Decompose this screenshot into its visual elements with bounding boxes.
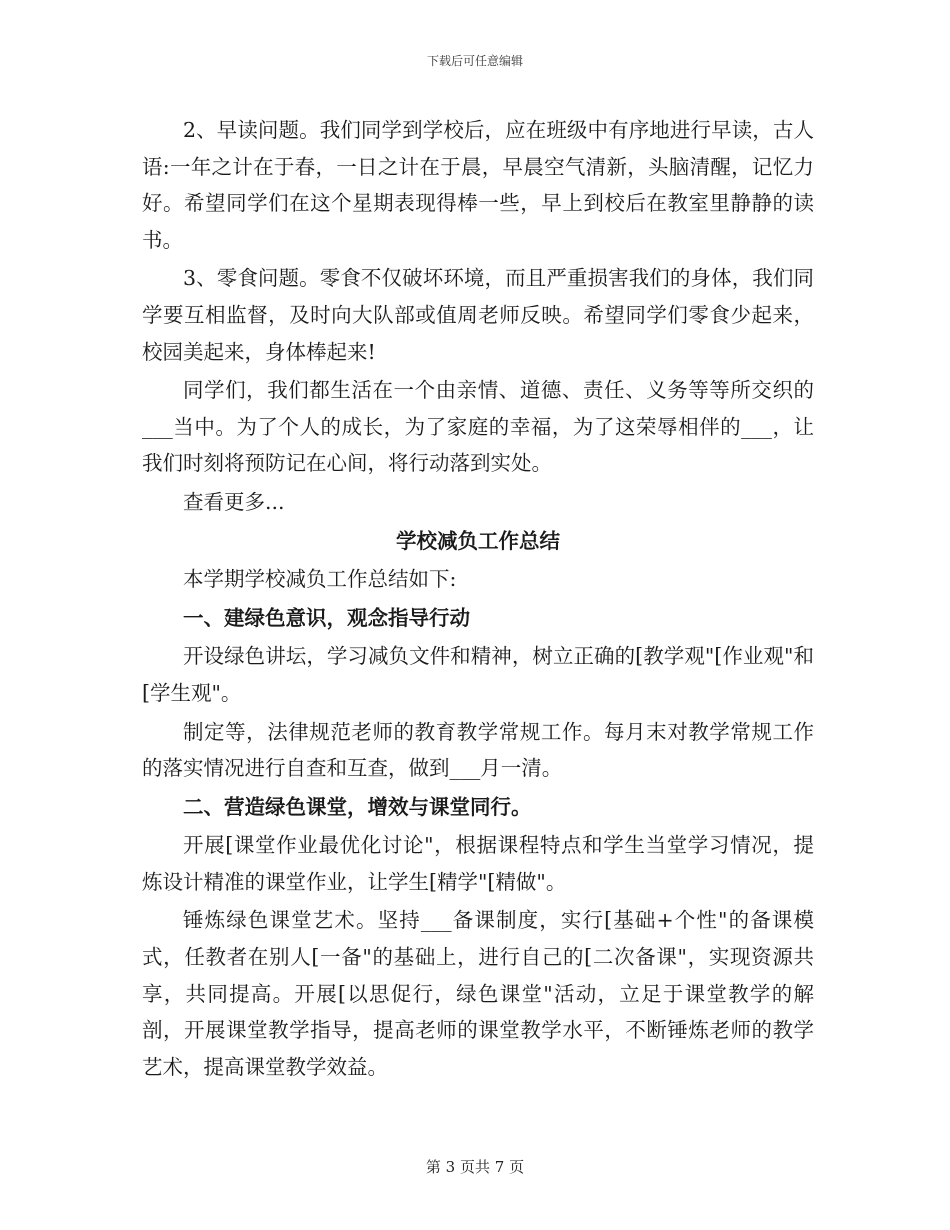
page-number: 第 3 页共 7 页	[425, 1158, 525, 1176]
document-body	[142, 112, 814, 1085]
heading-green-awareness: 一、建绿色意识，观念指导行动	[183, 605, 470, 630]
heading-green-classroom: 二、营造绿色课堂，增效与课堂同行。	[183, 794, 532, 819]
page-header: 下载后可任意编辑	[426, 54, 523, 68]
paragraph-homework-optimization: 开展[课堂作业最优化讨论"，根据课程特点和学生当堂学习情况，提炼设计精准的课堂作业，让学生[精学"[精做"。	[142, 833, 814, 894]
paragraph-green-forum: 开设绿色讲坛，学习减负文件和精神，树立正确的[教学观"[作业观"和[学生观"。	[142, 644, 814, 705]
paragraph-lesson-preparation: 锤炼绿色课堂艺术。坚持___备课制度，实行[基础+个性"的备课模式，任教者在别人[一备"的基础上，进行自己的[二次备课"，实现资源共享，共同提高。开展[以思促行，绿色课堂"活动，立足于课堂教学的解剖，开展课堂教学指导，提高老师的课堂教学水平，不断锤炼老师的教学艺术，提高课堂教学效益。	[142, 908, 814, 1079]
paragraph-closing: 同学们，我们都生活在一个由亲情、道德、责任、义务等等所交织的___当中。为了个人的成长，为了家庭的幸福，为了这荣辱相伴的___，让我们时刻将预防记在心间，将行动落到实处。	[142, 378, 814, 476]
see-more-link[interactable]: 查看更多...	[183, 489, 285, 514]
paragraph-regulations: 制定等，法律规范老师的教育教学常规工作。每月末对教学常规工作的落实情况进行自查和互查，做到___月一清。	[142, 719, 814, 781]
section-title: 学校减负工作总结	[396, 528, 560, 553]
paragraph-intro: 本学期学校减负工作总结如下:	[183, 567, 457, 592]
paragraph-morning-reading: 2、早读问题。我们同学到学校后，应在班级中有序地进行早读，古人语:一年之计在于春，一日之计在于晨，早晨空气清新，头脑清醒，记忆力好。希望同学们在这个星期表现得棒一些，早上到校后在教室里静静的读书。	[142, 118, 814, 252]
paragraph-snacks: 3、零食问题。零食不仅破坏环境，而且严重损害我们的身体，我们同学要互相监督，及时向大队部或值周老师反映。希望同学们零食少起来，校园美起来，身体棒起来!	[142, 266, 814, 364]
